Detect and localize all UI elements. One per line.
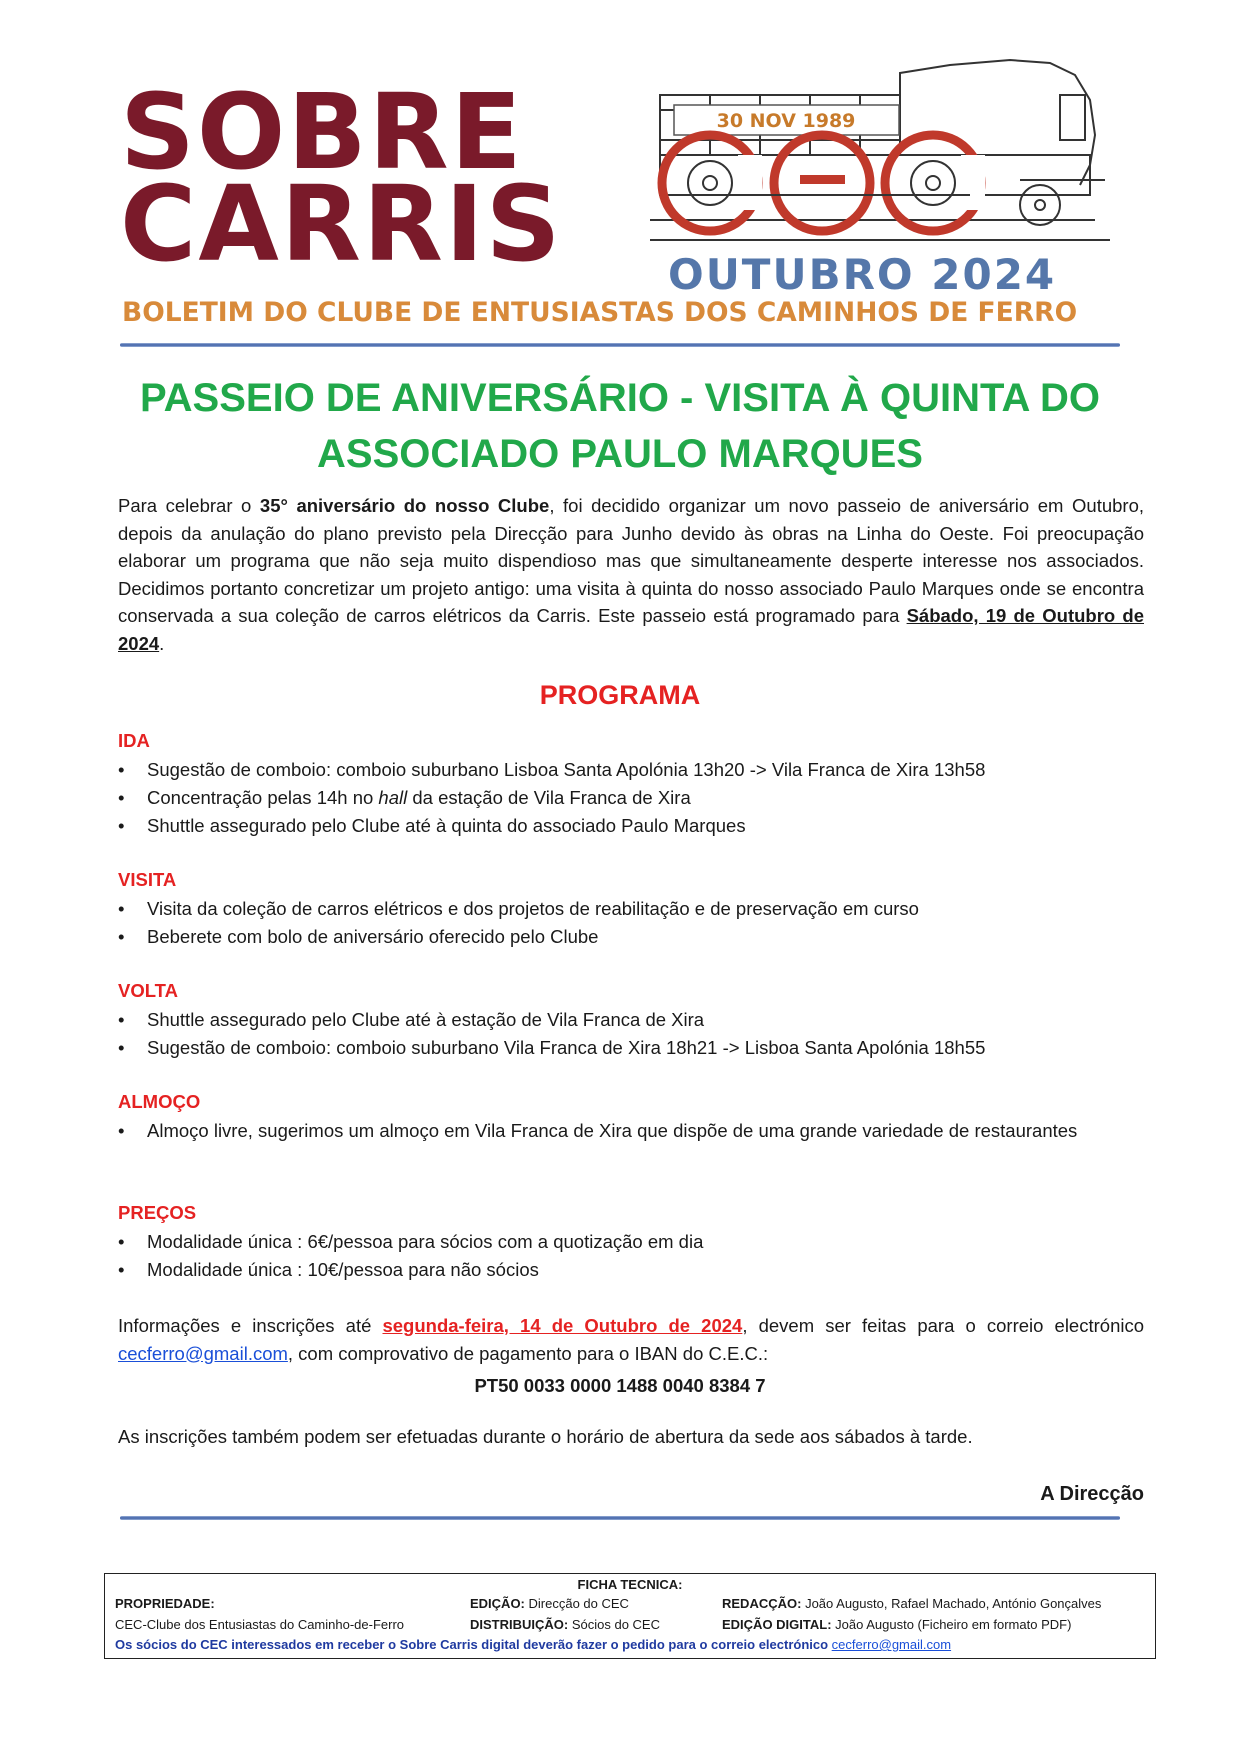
- section-almoco-heading: ALMOÇO: [118, 1091, 201, 1112]
- registration-note: As inscrições também podem ser efetuadas durante o horário de abertura da sede aos sábados à tarde.: [118, 1426, 973, 1447]
- section-visita-heading: VISITA: [118, 869, 177, 890]
- list-item: • Sugestão de comboio: comboio suburbano Vila Franca de Xira 18h21 -> Lisboa Santa Apolónia 18h55: [118, 1034, 1144, 1062]
- section-almoco-list: [118, 1117, 1144, 1145]
- logo-carris: CARRIS: [120, 163, 563, 285]
- list-item: • Modalidade única : 6€/pessoa para sócios com a quotização em dia: [118, 1228, 1144, 1256]
- registration-deadline: segunda-feira, 14 de Outubro de 2024: [382, 1315, 743, 1336]
- newsletter-subtitle: BOLETIM DO CLUBE DE ENTUSIASTAS DOS CAMINHOS DE FERRO: [122, 297, 1078, 328]
- footer-email-link[interactable]: cecferro@gmail.com: [831, 1637, 952, 1652]
- signature: A Direcção: [1040, 1483, 1144, 1505]
- date-stamp: 30 NOV 1989: [716, 110, 856, 132]
- propriedade-label: PROPRIEDADE:: [115, 1596, 215, 1611]
- propriedade-value: CEC-Clube dos Entusiastas do Caminho-de-Ferro: [115, 1617, 405, 1632]
- email-link[interactable]: cecferro@gmail.com: [118, 1342, 288, 1364]
- programa-heading: PROGRAMA: [539, 680, 701, 710]
- section-precos-heading: PREÇOS: [118, 1202, 197, 1223]
- section-precos-list: [118, 1228, 1144, 1284]
- list-item: • Beberete com bolo de aniversário oferecido pelo Clube: [118, 923, 1144, 951]
- list-item: • Sugestão de comboio: comboio suburbano Lisboa Santa Apolónia 13h20 -> Vila Franca de Xira 13h58: [118, 756, 1144, 784]
- anniversary-highlight: 35° aniversário do nosso Clube: [259, 495, 550, 516]
- section-ida-list: [118, 756, 1144, 839]
- edicao-field: EDIÇÃO: Direcção do CEC: [470, 1596, 629, 1611]
- edicao-digital-field: EDIÇÃO DIGITAL: João Augusto (Ficheiro em formato PDF): [722, 1617, 1072, 1632]
- logo-sobre: SOBRE: [120, 71, 524, 193]
- intro-paragraph: Para celebrar o 35° aniversário do nosso Clube, foi decidido organizar um novo passeio de aniversário em Outubro, depois da anulação do plano previsto pela Direcção para Junho devido às obras na Linha do Oeste. Foi preocupação elaborar um programa que não seja muito dispendioso mas que simultaneamente desperte interesse nos associados. Decidimos portanto concretizar um projeto antigo: uma visita à quinta do nosso associado Paulo Marques onde se encontra conservada a sua coleção de carros elétricos da Carris. Este passeio está programado para Sábado, 19 de Outubro de 2024.: [118, 495, 1145, 654]
- footer-divider: [120, 1516, 1120, 1520]
- issue-date: OUTUBRO 2024: [668, 250, 1057, 299]
- list-item: • Shuttle assegurado pelo Clube até à quinta do associado Paulo Marques: [118, 812, 1144, 840]
- distribuicao-field: DISTRIBUIÇÃO: Sócios do CEC: [470, 1617, 660, 1632]
- locomotive-logo: [650, 55, 1110, 260]
- header-divider: [120, 343, 1120, 347]
- section-visita-list: [118, 895, 1144, 951]
- list-item: • Almoço livre, sugerimos um almoço em Vila Franca de Xira que dispõe de uma grande variedade de restaurantes: [118, 1117, 1144, 1145]
- section-ida-heading: IDA: [118, 730, 150, 751]
- list-item: • Shuttle assegurado pelo Clube até à estação de Vila Franca de Xira: [118, 1006, 1144, 1034]
- article-title-line1: PASSEIO DE ANIVERSÁRIO - VISITA À QUINTA DO: [139, 376, 1101, 420]
- ficha-tecnica-box: [104, 1573, 1156, 1659]
- ficha-title: FICHA TECNICA:: [577, 1577, 683, 1592]
- list-item: • Visita da coleção de carros elétricos e dos projetos de reabilitação e de preservação em curso: [118, 895, 1144, 923]
- registration-info: Informações e inscrições até segunda-feira, 14 de Outubro de 2024, devem ser feitas para o correio electrónico cecferro@gmail.com, com comprovativo de pagamento para o IBAN do C.E.C.:: [118, 1315, 1145, 1364]
- article-title-line2: ASSOCIADO PAULO MARQUES: [317, 432, 923, 476]
- list-item: • Modalidade única : 10€/pessoa para não sócios: [118, 1256, 1144, 1284]
- article-title: [100, 370, 1140, 482]
- redaccao-field: REDACÇÃO: João Augusto, Rafael Machado, António Gonçalves: [722, 1596, 1102, 1611]
- section-volta-list: [118, 1006, 1144, 1062]
- list-item: • Concentração pelas 14h no hall da estação de Vila Franca de Xira: [118, 784, 1144, 812]
- ficha-footer-note: Os sócios do CEC interessados em receber o Sobre Carris digital deverão fazer o pedido para o correio electrónico cecferro@gmail.com: [115, 1637, 952, 1652]
- section-volta-heading: VOLTA: [118, 980, 178, 1001]
- event-date: Sábado, 19 de Outubro de 2024: [118, 605, 1144, 654]
- iban-number: PT50 0033 0000 1488 0040 8384 7: [474, 1375, 766, 1396]
